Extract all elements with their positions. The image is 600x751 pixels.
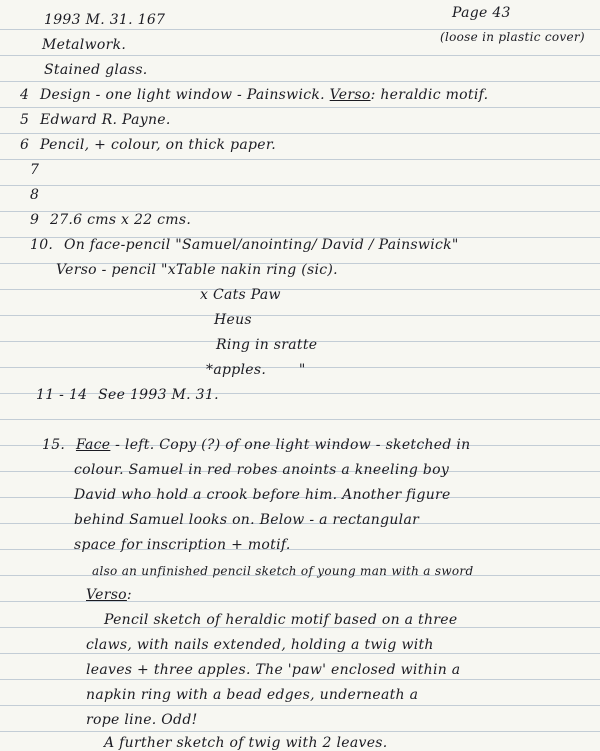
verso-line-1: Pencil sketch of heraldic motif based on a three bbox=[104, 612, 458, 628]
verso-item-3: Ring in sratte bbox=[216, 337, 318, 353]
entry-10-verso: Verso - pencil "xTable nakin ring (sic). bbox=[56, 262, 338, 278]
entry-4-text: Design - one light window - Painswick. bbox=[39, 87, 325, 103]
entry-4 bbox=[20, 87, 488, 103]
entry-15-line-2: colour. Samuel in red robes anoints a kneeling boy bbox=[74, 462, 450, 478]
verso-item-2: Heus bbox=[214, 312, 252, 328]
entry-11-14-text: See 1993 M. 31. bbox=[98, 387, 219, 403]
verso-line-6: A further sketch of twig with 2 leaves. bbox=[104, 735, 388, 751]
verso-line-4: napkin ring with a bead edges, underneath a bbox=[86, 687, 419, 703]
entry-7-number: 7 bbox=[30, 162, 40, 178]
verso-item-4-mark: * bbox=[206, 362, 214, 378]
accession-number: 1993 M. 31. 167 bbox=[44, 12, 166, 28]
entry-6-number: 6 bbox=[20, 137, 30, 153]
page-note: (loose in plastic cover) bbox=[440, 30, 585, 44]
entry-4-number: 4 bbox=[20, 87, 30, 103]
entry-15-line-3: David who hold a crook before him. Another figure bbox=[74, 487, 451, 503]
entry-5 bbox=[20, 112, 171, 128]
entry-9 bbox=[30, 212, 191, 228]
entry-15-text-1: - left. Copy (?) of one light window - sketched in bbox=[115, 437, 471, 453]
entry-11-14 bbox=[36, 387, 219, 403]
entry-5-number: 5 bbox=[20, 112, 30, 128]
entry-15-line-1 bbox=[42, 437, 471, 453]
subcategory: Stained glass. bbox=[44, 62, 148, 78]
verso-item-4-text: apples. bbox=[213, 362, 267, 378]
entry-15-verso-colon: : bbox=[126, 587, 132, 603]
entry-15-line-6: also an unfinished pencil sketch of young man with a sword bbox=[92, 564, 474, 578]
entry-4-verso-text: : heraldic motif. bbox=[370, 87, 489, 103]
entry-15-line-5: space for inscription + motif. bbox=[74, 537, 291, 553]
verso-closing-quote: " bbox=[298, 362, 306, 378]
entry-6-text: Pencil, + colour, on thick paper. bbox=[39, 137, 277, 153]
verso-line-2: claws, with nails extended, holding a twig with bbox=[86, 637, 434, 653]
verso-line-3: leaves + three apples. The 'paw' enclosed within a bbox=[86, 662, 461, 678]
category: Metalwork. bbox=[42, 37, 127, 53]
entry-15-face-label: Face bbox=[75, 437, 111, 453]
entry-15-number: 15. bbox=[42, 437, 66, 453]
verso-item-4 bbox=[206, 362, 306, 378]
entry-6 bbox=[20, 137, 276, 153]
page-number: Page 43 bbox=[452, 5, 511, 21]
entry-10-text: On face-pencil "Samuel/anointing/ David / Painswick" bbox=[63, 237, 459, 253]
entry-8-number: 8 bbox=[30, 187, 40, 203]
entry-10-number: 10. bbox=[30, 237, 54, 253]
entry-15-verso bbox=[86, 587, 132, 603]
entry-5-text: Edward R. Payne. bbox=[39, 112, 171, 128]
entry-9-number: 9 bbox=[30, 212, 40, 228]
entry-15-line-4: behind Samuel looks on. Below - a rectangular bbox=[74, 512, 420, 528]
entry-10 bbox=[30, 237, 459, 253]
entry-9-text: 27.6 cms x 22 cms. bbox=[49, 212, 192, 228]
entry-4-verso-label: Verso bbox=[329, 87, 371, 103]
entry-11-14-number: 11 - 14 bbox=[36, 387, 88, 403]
verso-item-1: x Cats Paw bbox=[200, 287, 281, 303]
verso-line-5: rope line. Odd! bbox=[86, 712, 198, 728]
entry-15-verso-label: Verso bbox=[86, 587, 127, 603]
